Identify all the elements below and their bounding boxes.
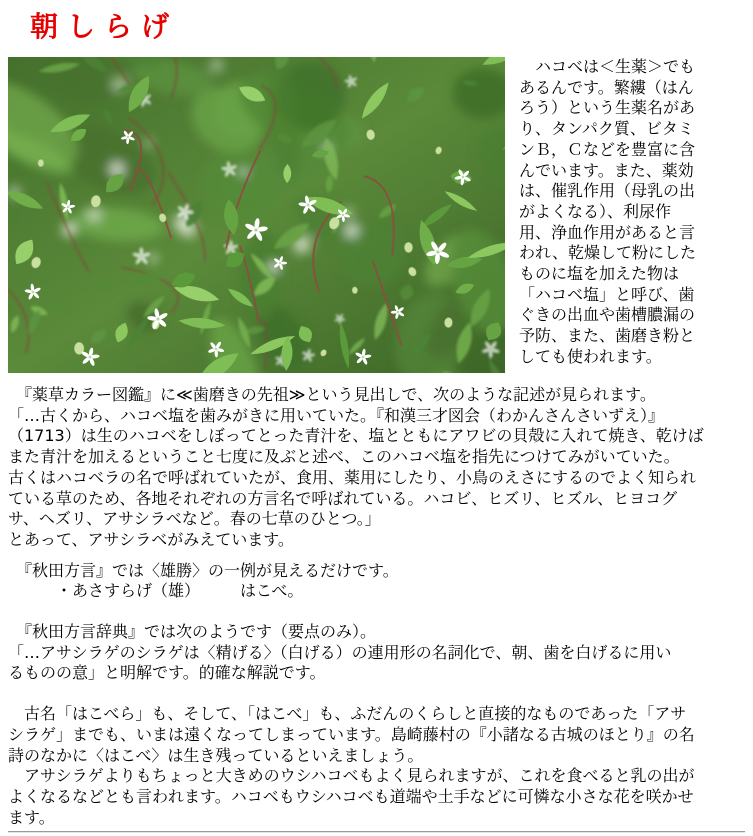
text-line: しても使われます。 (519, 346, 662, 366)
photo-and-intro-row (8, 57, 745, 373)
text-line: 『秋田方言辞典』では次のようです（要点のみ）。 (8, 622, 377, 642)
text-line: んでいます。また、薬効 (519, 160, 694, 180)
zukan-paragraph (8, 385, 745, 551)
text-line: は、催乳作用（母乳の出 (519, 181, 696, 201)
text-line: 『薬草カラー図鑑』に≪歯磨きの先祖≫という見出しで、次のような記述が見られます。 (8, 385, 656, 404)
akita-hogen-paragraph (8, 561, 745, 602)
text-line: われ、乾燥して粉にした (519, 243, 696, 263)
text-line: 『秋田方言』では〈雄勝〉の一例が見えるだけです。 (8, 560, 399, 580)
text-line: ンＢ，Ｃなどを豊富に含 (519, 139, 696, 159)
chickweed-photo (8, 57, 505, 373)
text-line: ている草のため、各地それぞれの方言名で呼ばれている。ハコビ、ヒズリ、ヒズル、ヒヨコグ (8, 488, 678, 508)
text-line: とあって、アサシラベがみえています。 (8, 529, 294, 549)
text-line: 予防、また、歯磨き粉と (519, 326, 696, 346)
bottom-divider (8, 831, 745, 833)
text-line: がよくなる）、利尿作 (519, 201, 672, 221)
text-line: また青汁を加えるということ七度に及ぶと述べ、このハコベ塩を指先につけてみがいていた。 (8, 447, 680, 467)
text-line: り、タンパク質、ビタミ (519, 119, 694, 139)
text-line: あるんです。繁縷（はん (519, 77, 694, 97)
page-title: 朝しらげ (30, 10, 179, 43)
text-line: 古くはハコベラの名で呼ばれていたが、食用、薬用にしたり、小鳥のえさにするのでよく知られ (8, 467, 697, 487)
text-line: サ、ヘズリ、アサシラベなど。春の七草のひとつ。」 (8, 509, 381, 529)
text-line: （1713）は生のハコベをしぼってとった青汁を、塩とともにアワビの貝殻に入れて焼き、乾けば (8, 426, 704, 446)
text-line: 用、浄血作用があると言 (519, 222, 696, 242)
text-line: ろう）という生薬名があ (519, 98, 696, 118)
text-line: ぐきの出血や歯槽膿漏の (519, 305, 696, 325)
intro-paragraph (519, 57, 745, 373)
closing-paragraph (8, 704, 745, 828)
text-line: ハコベは＜生薬＞でも (519, 57, 696, 76)
text-line: シラゲ」までも、いまは遠くなってしまっています。島崎藤村の『小諸なる古城のほとり』の名 (8, 724, 695, 744)
text-line: 古名「はこべら」も、そして、「はこべ」も、ふだんのくらしと直接的なものであった「アサ (8, 704, 687, 724)
text-line: 「ハコベ塩」と呼び、歯 (519, 284, 695, 304)
text-line: 詩のなかに〈はこべ〉は生き残っているといえましょう。 (8, 745, 424, 765)
text-line: 「…アサシラゲのシラゲは〈精げる〉（白げる）の連用形の名詞化で、朝、歯を白げるに用い (8, 642, 672, 662)
text-line: ・あさすらげ（雄） はこべ。 (8, 581, 304, 601)
text-line: ます。 (8, 807, 55, 827)
text-line: るものの意」と明解です。的確な解説です。 (8, 663, 326, 683)
text-line: 「…古くから、ハコベ塩を歯みがきに用いていた。『和漢三才図会（わかんさんさいずえ）』 (8, 405, 665, 425)
text-line: アサシラゲよりもちょっと大きめのウシハコベもよく見られますが、これを食べると乳の出が (8, 766, 695, 786)
text-line: ものに塩を加えた物は (519, 264, 680, 284)
text-line: よくなるなどとも言われます。ハコベもウシハコベも道端や土手などに可憐な小さな花を咲かせ (8, 786, 694, 806)
akita-jiten-paragraph (8, 622, 745, 684)
